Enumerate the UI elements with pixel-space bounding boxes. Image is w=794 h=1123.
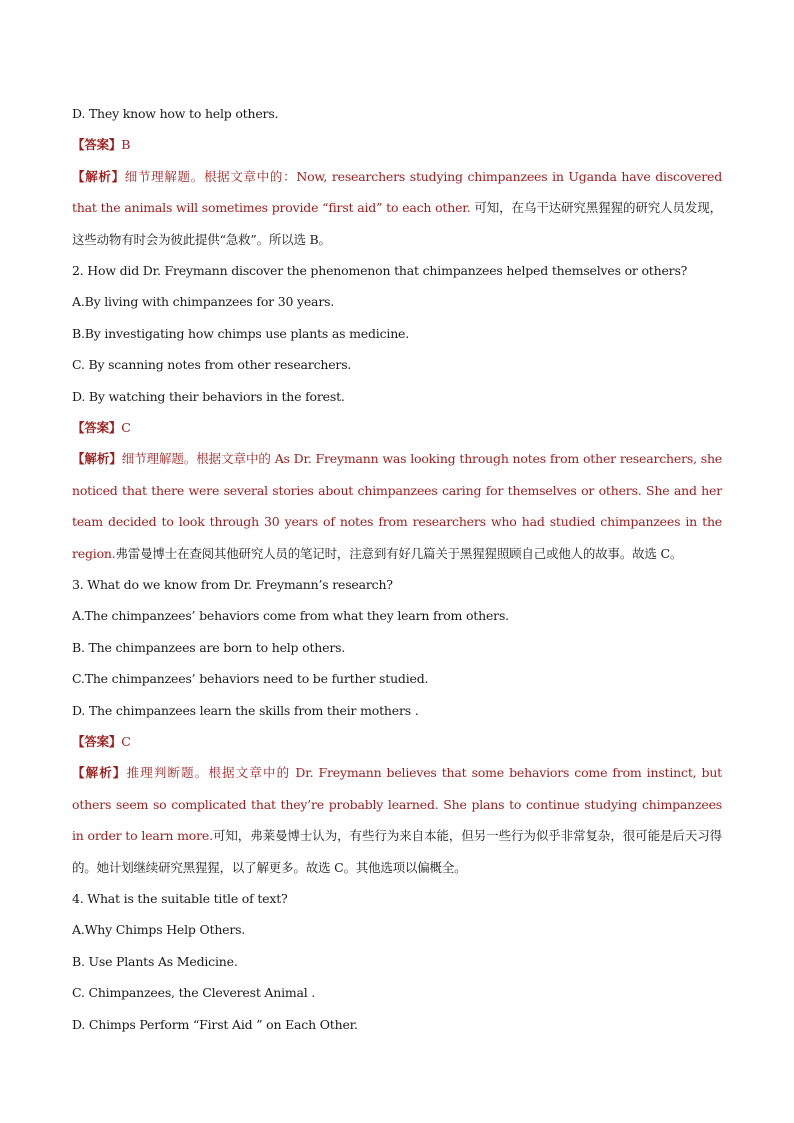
answer-value: C bbox=[121, 733, 131, 749]
q3-question: 3. What do we know from Dr. Freymann’s research? bbox=[72, 576, 393, 592]
q2-answer bbox=[72, 412, 722, 443]
analysis-explanation: 弗雷曼博士在查阅其他研究人员的笔记时，注意到有好几篇关于黑猩猩照顾自己或他人的故事。故选 C。 bbox=[115, 545, 683, 561]
q4-question: 4. What is the suitable title of text? bbox=[72, 890, 288, 906]
answer-tag: 【答案】 bbox=[72, 733, 122, 749]
analysis-quote: Dr. Freymann believes that some behaviors come from instinct, but others seem so complicated that they’re probably learned. She plans to continue studying chimpanzees in order to learn more. bbox=[72, 765, 723, 844]
answer-value: B bbox=[121, 137, 131, 153]
q3-option-d: D. The chimpanzees learn the skills from their mothers . bbox=[72, 702, 419, 718]
q1-answer bbox=[72, 129, 722, 160]
analysis-lead: 细节理解题。根据文章中的 bbox=[121, 451, 275, 467]
analysis-lead: 推理判断题。根据文章中的 bbox=[126, 765, 296, 781]
q1-analysis bbox=[72, 161, 722, 255]
q2-option-d: D. By watching their behaviors in the forest. bbox=[72, 388, 345, 404]
q4-option-c: C. Chimpanzees, the Cleverest Animal . bbox=[72, 985, 316, 1001]
q1-option-d: D. They know how to help others. bbox=[72, 106, 279, 121]
q3-analysis bbox=[72, 757, 722, 883]
q2-option-b: B.By investigating how chimps use plants as medicine. bbox=[72, 325, 410, 341]
analysis-quote: Now, researchers studying chimpanzees in Uganda have discovered that the animals will sometimes provide “first aid” to each other. bbox=[72, 168, 722, 216]
q2-question: 2. How did Dr. Freymann discover the phenomenon that chimpanzees helped themselves or others? bbox=[72, 263, 688, 278]
q3-option-a: A.The chimpanzees’ behaviors come from what they learn from others. bbox=[72, 608, 509, 624]
q4-option-b: B. Use Plants As Medicine. bbox=[72, 953, 238, 969]
q4-option-d: D. Chimps Perform “First Aid ” on Each Other. bbox=[72, 1016, 358, 1032]
document-page bbox=[72, 98, 722, 1040]
answer-tag: 【答案】 bbox=[72, 137, 122, 153]
q4-option-a: A.Why Chimps Help Others. bbox=[72, 922, 246, 938]
analysis-lead: 细节理解题。根据文章中的： bbox=[124, 168, 297, 184]
q2-option-c: C. By scanning notes from other researchers. bbox=[72, 357, 352, 373]
analysis-tag: 【解析】 bbox=[72, 451, 122, 467]
analysis-tag: 【解析】 bbox=[72, 765, 127, 781]
q3-option-b: B. The chimpanzees are born to help others. bbox=[72, 639, 346, 655]
analysis-quote: As Dr. Freymann was looking through notes from other researchers, she noticed that there were several stories about chimpanzees caring for themselves or others. She and her team decided to look through 30 years of notes from researchers who had studied chimpanzees in the region. bbox=[72, 451, 723, 561]
analysis-explanation: 可知，在乌干达研究黑猩猩的研究人员发现，这些动物有时会为彼此提供“急救”。所以选 B。 bbox=[72, 200, 722, 247]
q2-option-a: A.By living with chimpanzees for 30 years. bbox=[72, 294, 335, 310]
analysis-tag: 【解析】 bbox=[72, 168, 125, 184]
q3-option-c: C.The chimpanzees’ behaviors need to be further studied. bbox=[72, 671, 429, 687]
q2-analysis bbox=[72, 443, 722, 569]
answer-tag: 【答案】 bbox=[72, 419, 122, 435]
answer-value: C bbox=[121, 419, 131, 435]
q3-answer bbox=[72, 726, 722, 757]
analysis-explanation: 可知，弗莱曼博士认为，有些行为来自本能，但另一些行为似乎非常复杂，很可能是后天习得的。她计划继续研究黑猩猩，以了解更多。故选 C。其他选项以偏概全。 bbox=[72, 828, 722, 875]
